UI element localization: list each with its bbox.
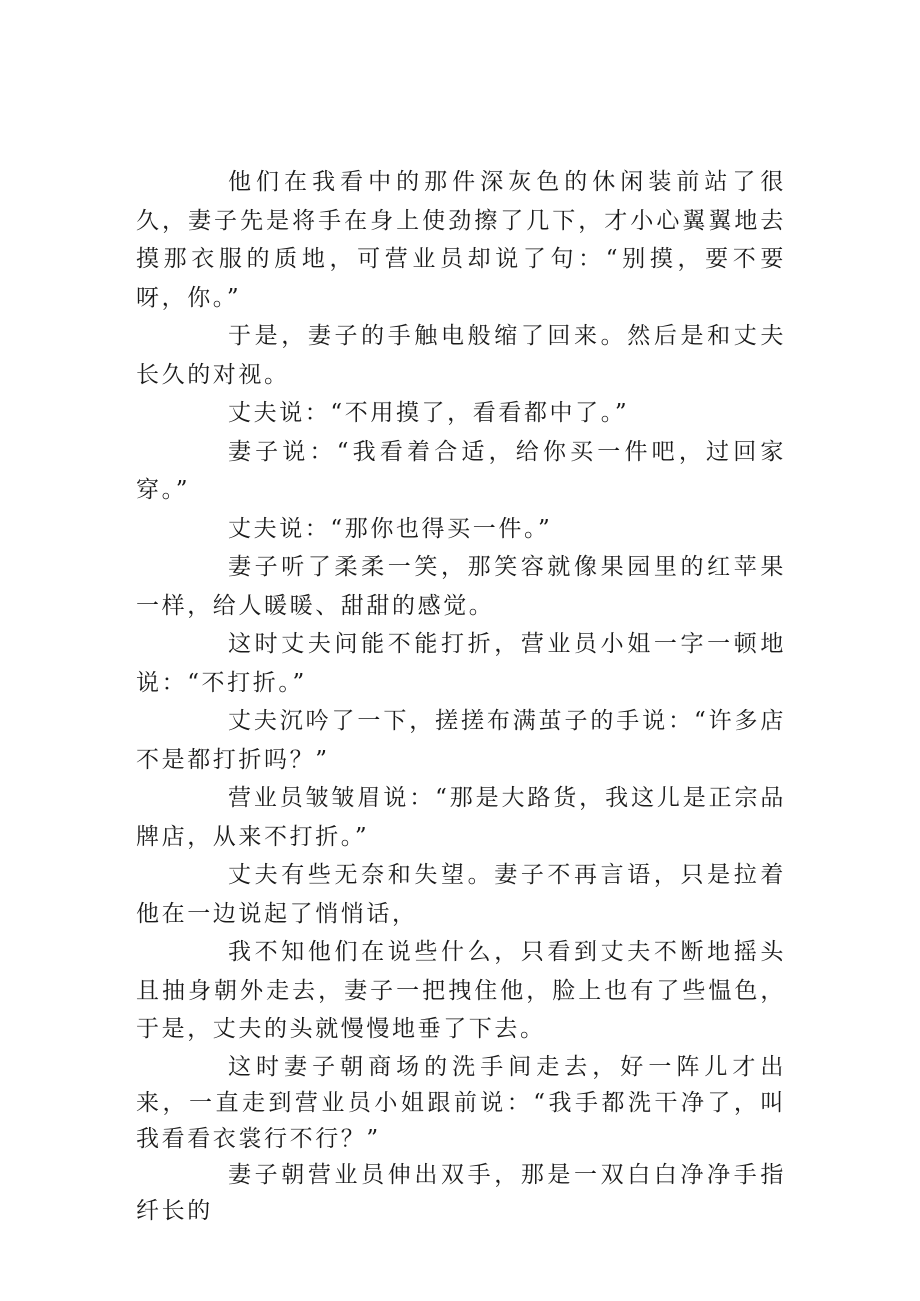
story-text xyxy=(136,163,786,1229)
paragraph-11: 我不知他们在说些什么，只看到丈夫不断地摇头且抽身朝外走去，妻子一把拽住他，脸上也有了些愠色，于是，丈夫的头就慢慢地垂了下去。 xyxy=(136,939,786,1042)
paragraph-12: 这时妻子朝商场的洗手间走去，好一阵儿才出来，一直走到营业员小姐跟前说：“我手都洗干净了，叫我看看衣裳行不行？” xyxy=(136,1053,786,1152)
paragraph-10: 丈夫有些无奈和失望。妻子不再言语，只是拉着他在一边说起了悄悄话， xyxy=(136,862,786,927)
paragraph-7: 这时丈夫问能不能打折，营业员小姐一字一顿地说：“不打折。” xyxy=(136,631,786,696)
paragraph-1: 他们在我看中的那件深灰色的休闲装前站了很久，妻子先是将手在身上使劲擦了几下，才小心翼翼地去摸那衣服的质地，可营业员却说了句：“别摸，要不要呀，你。” xyxy=(136,169,786,311)
paragraph-3: 丈夫说：“不用摸了，看看都中了。” xyxy=(228,400,630,426)
paragraph-9: 营业员皱皱眉说：“那是大路货，我这儿是正宗品牌店，从来不打折。” xyxy=(136,785,786,850)
paragraph-5: 丈夫说：“那你也得买一件。” xyxy=(228,515,553,542)
paragraph-6: 妻子听了柔柔一笑，那笑容就像果园里的红苹果一样，给人暖暖、甜甜的感觉。 xyxy=(136,554,786,619)
paragraph-13: 妻子朝营业员伸出双手，那是一双白白净净手指纤长的 xyxy=(136,1161,786,1224)
paragraph-8: 丈夫沉吟了一下，搓搓布满茧子的手说：“许多店不是都打折吗？” xyxy=(136,708,786,773)
paragraph-2: 于是，妻子的手触电般缩了回来。然后是和丈夫长久的对视。 xyxy=(136,323,786,388)
paragraph-4: 妻子说：“我看着合适，给你买一件吧，过回家穿。” xyxy=(136,438,786,503)
